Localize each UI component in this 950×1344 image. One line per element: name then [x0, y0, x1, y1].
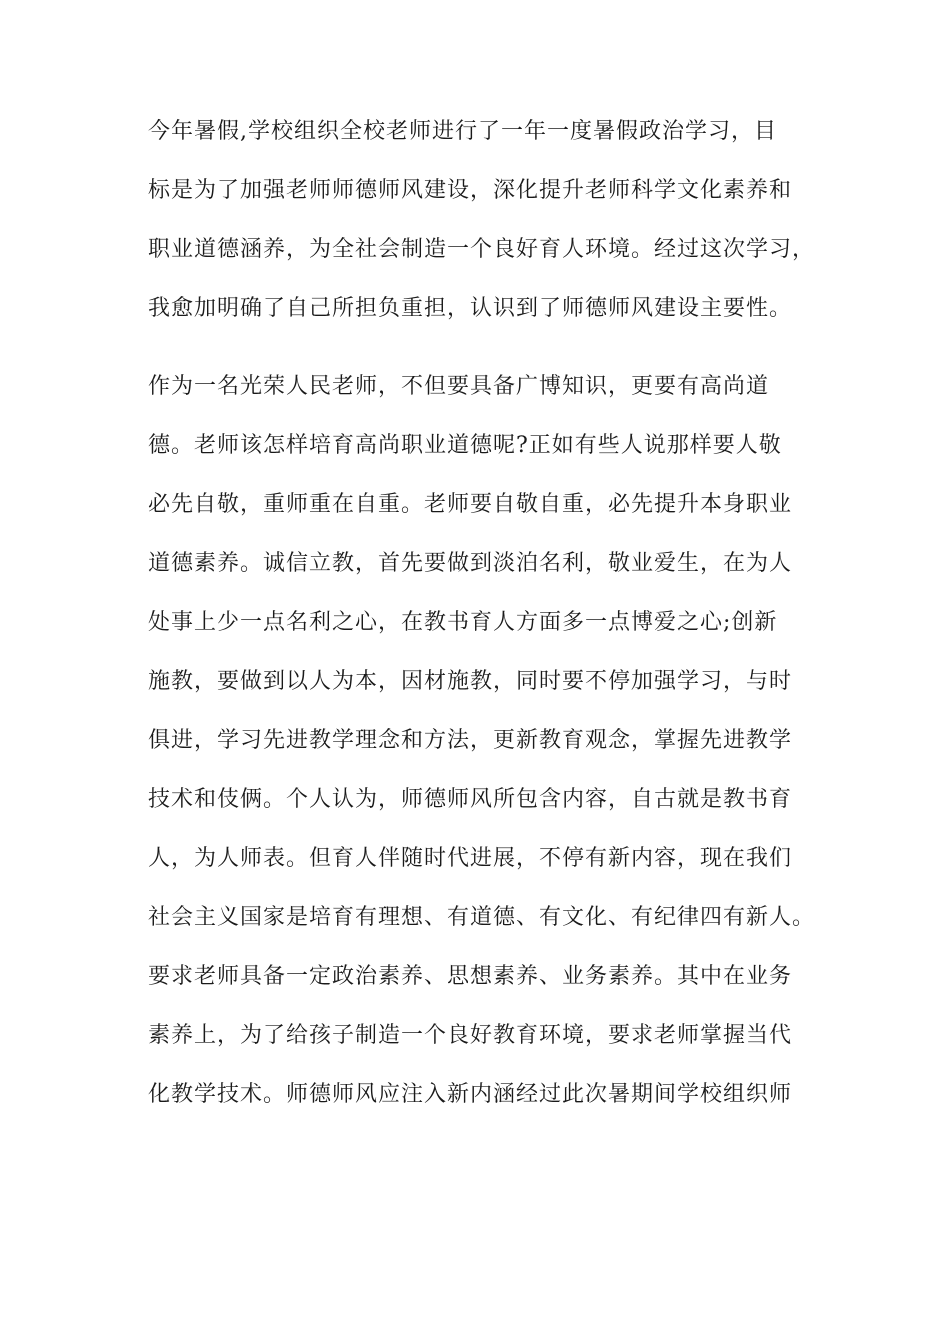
text-line: 化教学技术。师德师风应注入新内涵经过此次暑期间学校组织师 [148, 1082, 793, 1107]
text-line: 施教，要做到以人为本，因材施教，同时要不停加强学习，与时 [148, 669, 793, 694]
text-line: 我愈加明确了自己所担负重担，认识到了师德师风建设主要性。 [148, 296, 793, 321]
text-line: 必先自敬，重师重在自重。老师要自敬自重，必先提升本身职业 [148, 492, 793, 517]
text-line: 处事上少一点名利之心，在教书育人方面多一点博爱之心;创新 [148, 610, 778, 635]
text-line: 要求老师具备一定政治素养、思想素养、业务素养。其中在业务 [148, 964, 793, 989]
text-line: 人，为人师表。但育人伴随时代进展，不停有新内容，现在我们 [148, 846, 793, 871]
text-line: 道德素养。诚信立教，首先要做到淡泊名利，敬业爱生，在为人 [148, 551, 793, 576]
text-line: 德。老师该怎样培育高尚职业道德呢?正如有些人说那样要人敬 [148, 433, 782, 458]
text-line: 标是为了加强老师师德师风建设，深化提升老师科学文化素养和 [148, 178, 793, 203]
text-line: 社会主义国家是培育有理想、有道德、有文化、有纪律四有新人。 [148, 905, 816, 930]
text-line: 素养上，为了给孩子制造一个良好教育环境，要求老师掌握当代 [148, 1023, 793, 1048]
text-line: 技术和伎俩。个人认为，师德师风所包含内容，自古就是教书育 [148, 787, 793, 812]
text-line: 今年暑假,学校组织全校老师进行了一年一度暑假政治学习，目 [148, 119, 777, 144]
text-line: 职业道德涵养，为全社会制造一个良好育人环境。经过这次学习， [148, 237, 816, 262]
text-line: 作为一名光荣人民老师，不但要具备广博知识，更要有高尚道 [148, 374, 770, 399]
text-line: 俱进，学习先进教学理念和方法，更新教育观念，掌握先进教学 [148, 728, 793, 753]
